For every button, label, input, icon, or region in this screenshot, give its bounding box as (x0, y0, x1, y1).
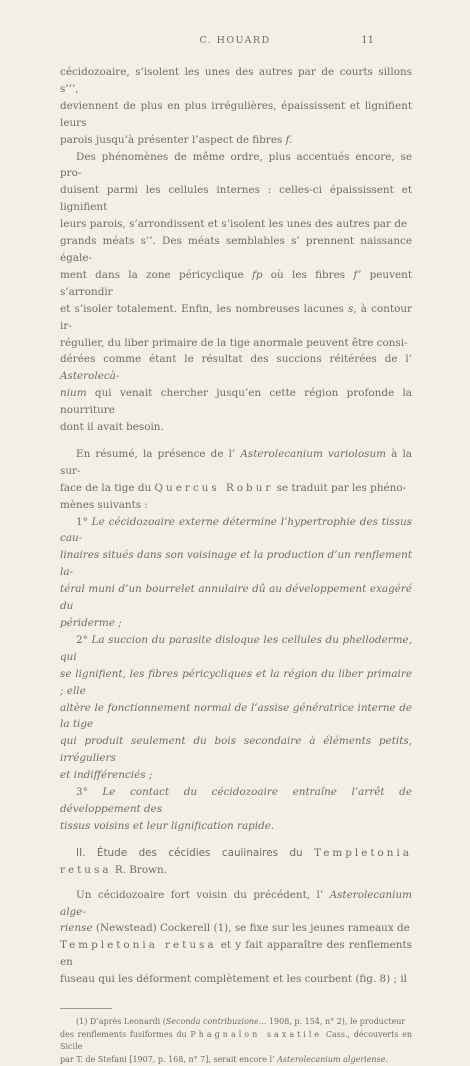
footnote-line: des renflements fusiformes du Phagnalon saxatile Cass., découverts en Sicile (60, 1029, 413, 1052)
text-line: téral muni d’un bourrelet annulaire dû au développement exagéré du (60, 583, 412, 613)
text-line: altère le fonctionnement normal de l’assise génératrice interne de la tige (60, 701, 412, 731)
text-line: face de la tige du Quercus Robur se traduit par les phéno- (60, 481, 407, 494)
text-line: riense (Newstead) Cockerell (1), se fixe sur les jeunes rameaux de (60, 922, 410, 935)
text-line: 2° La succion du parasite disloque les cellules du phelloderme, qui (60, 633, 412, 663)
summary-item-2 (60, 632, 412, 784)
paragraph-section-intro (60, 887, 412, 988)
text-line: Des phénomènes de même ordre, plus accentués encore, se pro- (60, 150, 412, 180)
text-line: et indifférenciés ; (60, 769, 153, 782)
summary-item-3 (60, 784, 412, 835)
text-line: linaires situés dans son voisinage et la production d’un renflement la- (60, 549, 412, 579)
footnote-rule (60, 1008, 112, 1009)
text-line: dont il avait besoin. (60, 421, 164, 434)
text-line: leurs parois, s’arrondissent et s’isolent les unes des autres par de (60, 218, 408, 231)
text-line: et s’isoler totalement. Enfin, les nombreuses lacunes s, à contour ir- (60, 302, 412, 332)
page-number: 11 (361, 35, 374, 46)
text-line: régulier, du liber primaire de la tige anormale peuvent être consi- (60, 336, 408, 349)
summary-item-1 (60, 514, 412, 632)
text-line: grands méats s’’. Des méats semblables s’ prennent naissance égale- (60, 235, 412, 264)
footnote-line: par T. de Stefani [1907, p. 168, n° 7], serait encore l’ Asterolecanium algeriense. (60, 1054, 388, 1064)
text-line: 3° Le contact du cécidozoaire entraîne l’arrêt de développement des (60, 786, 412, 815)
text-line: dérées comme étant le résultat des succions réitérées de l’ Asterolecà- (60, 353, 412, 383)
text-line: Templetonia retusa et y fait apparaître des renflements en (60, 939, 412, 969)
text-line: parois jusqu’à présenter l’aspect de fibres f. (60, 133, 293, 146)
text-line: fuseau qui les déforment complètement et les courbent (fig. 8) ; il (60, 973, 407, 986)
text-line: qui produit seulement du bois secondaire à éléments petits, irréguliers (60, 735, 412, 765)
text-line: tissus voisins et leur lignification rapide. (60, 819, 275, 832)
page-header (0, 35, 470, 49)
paragraph-summary (60, 446, 412, 514)
text-line: cécidozoaire, s’isolent les unes des autres par de courts sillons s’’’, (60, 66, 412, 95)
text-line: deviennent de plus en plus irrégulières, épaississent et lignifient leurs (60, 99, 412, 129)
text-line: En résumé, la présence de l’ Asterolecanium variolosum à la sur- (60, 447, 412, 477)
text-line: mènes suivants : (60, 498, 148, 511)
paragraph-continuation (60, 64, 412, 149)
section-heading: II. Étude des cécidies caulinaires du Templetonia retusa R. Brown. (60, 846, 412, 876)
text-line: nium qui venait chercher jusqu’en cette région profonde la nourriture (60, 387, 412, 417)
text-line: duisent parmi les cellules internes : celles-ci épaississent et lignifient (60, 184, 412, 214)
text-line: ment dans la zone péricyclique fp où les fibres f’ peuvent s’arrondir (60, 268, 412, 298)
text-line: périderme ; (60, 617, 122, 629)
paragraph-phenomena (60, 149, 412, 436)
text-line: 1° Le cécidozoaire externe détermine l’hypertrophie des tissus cau- (60, 515, 412, 545)
footnote-line: (1) D’après Leonardi (Seconda contribuzione... 1908, p. 154, n° 2), le producteur (76, 1017, 406, 1027)
text-line: Un cécidozoaire fort voisin du précédent, l’ Asterolecanium alge- (60, 888, 412, 918)
text-line: se lignifient, les fibres péricycliques et la région du liber primaire ; elle (60, 667, 412, 697)
running-head: C. HOUARD (199, 35, 271, 46)
page-body (60, 64, 412, 1066)
footnote (60, 1016, 412, 1066)
